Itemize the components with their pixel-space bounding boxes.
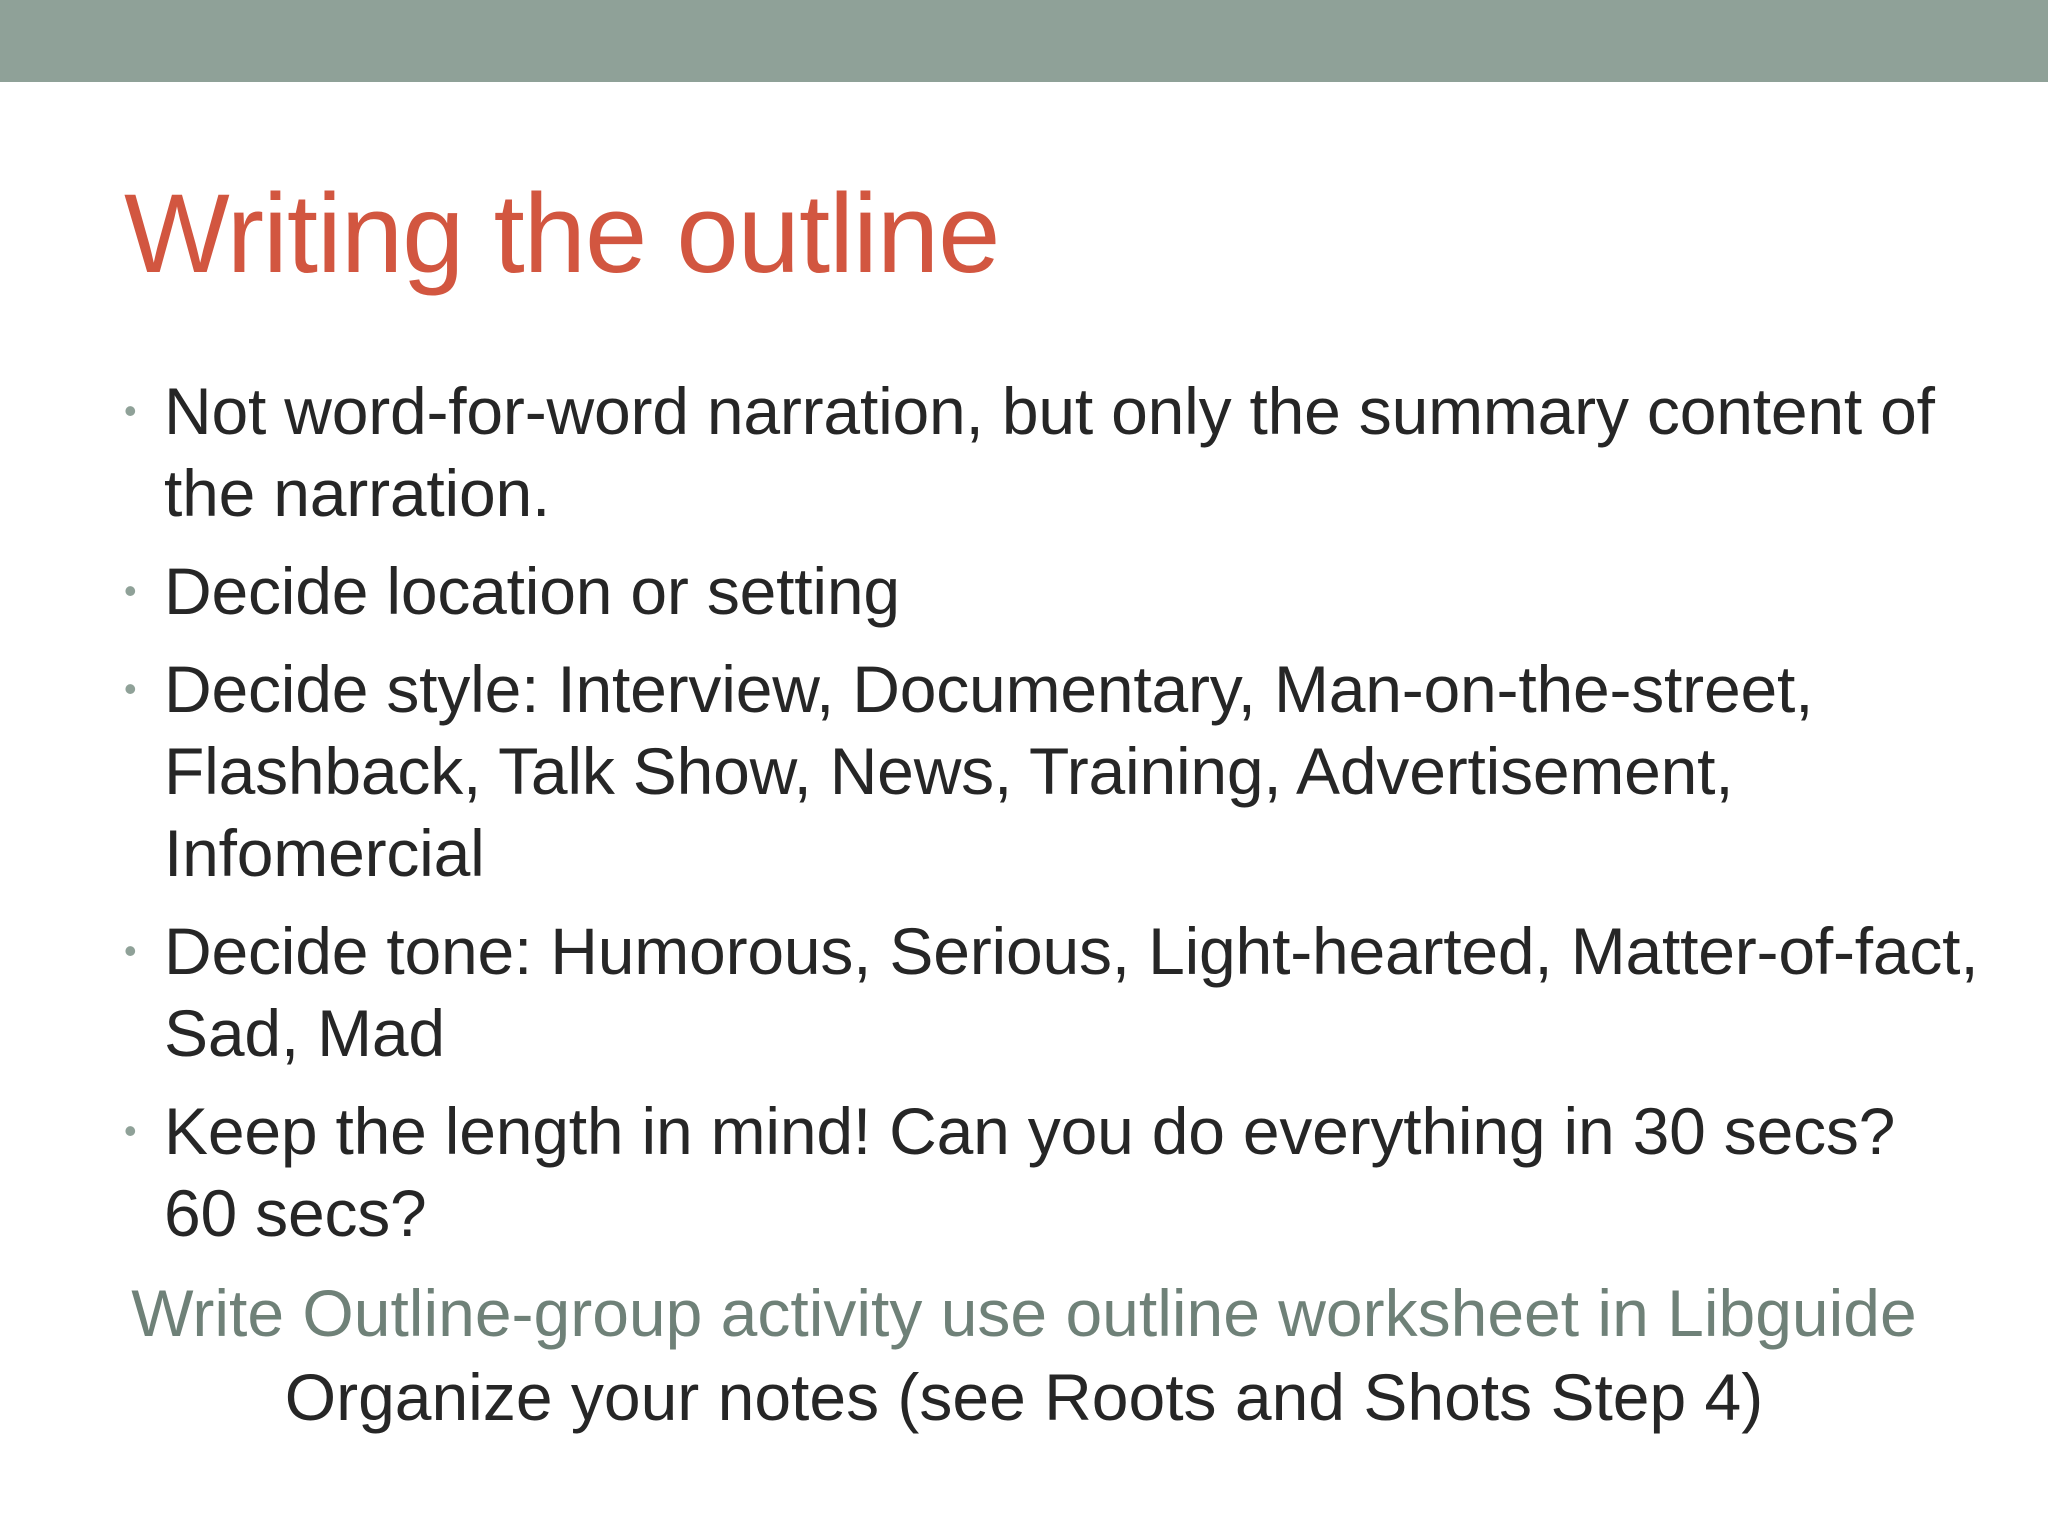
bullet-list [124, 370, 1984, 1270]
top-accent-bar [0, 0, 2048, 82]
bullet-marker-icon: • [124, 668, 137, 709]
activity-note: Write Outline-group activity use outline worksheet in Libguide [131, 1276, 1917, 1350]
bullet-text: Decide style: Interview, Documentary, Man-on-the-street, Flashback, Talk Show, News, Training, Advertisement, Infomercial [164, 652, 1814, 890]
bullet-text: Keep the length in mind! Can you do everything in 30 secs? 60 secs? [164, 1094, 1896, 1250]
organize-note: Organize your notes (see Roots and Shots Step 4) [284, 1360, 1764, 1434]
bullet-marker-icon: • [124, 930, 137, 971]
bullet-text: Decide location or setting [164, 554, 900, 628]
bullet-item [124, 370, 1984, 534]
bullet-marker-icon: • [124, 570, 137, 611]
bullet-item [124, 648, 1984, 894]
bullet-item [124, 910, 1984, 1074]
bullet-marker-icon: • [124, 390, 137, 431]
bullet-text: Decide tone: Humorous, Serious, Light-hearted, Matter-of-fact, Sad, Mad [164, 914, 1979, 1070]
bullet-item [124, 550, 1984, 632]
bullet-item [124, 1090, 1984, 1254]
bullet-text: Not word-for-word narration, but only the summary content of the narration. [164, 374, 1935, 530]
slide-title: Writing the outline [124, 171, 1000, 296]
bullet-marker-icon: • [124, 1110, 137, 1151]
